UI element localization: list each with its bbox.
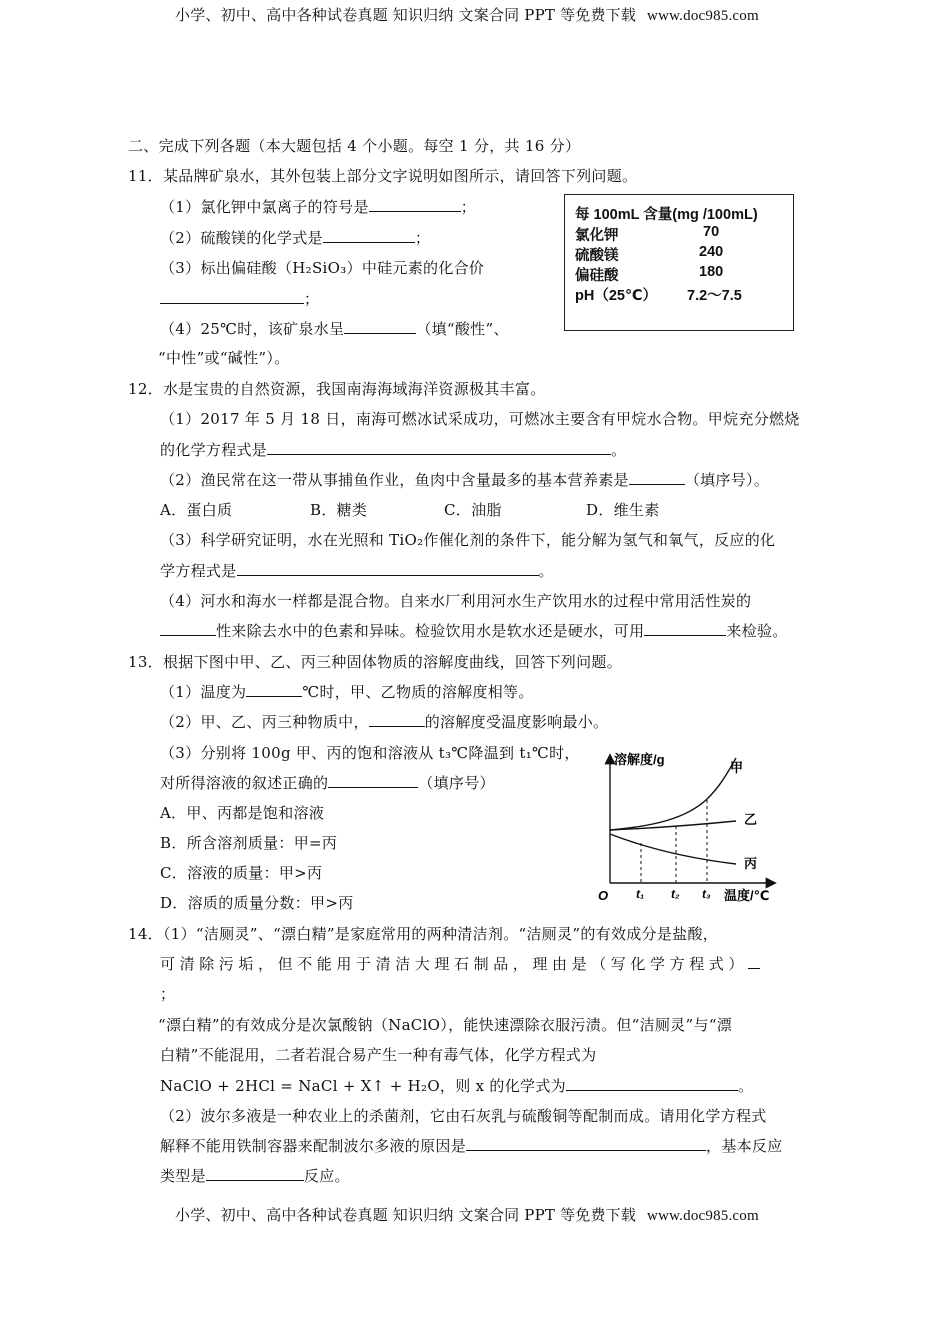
q14-p1-x-blank[interactable] <box>566 1075 738 1091</box>
q11-p3-end: ； <box>304 290 320 308</box>
q14-p2-blank2[interactable] <box>206 1165 304 1181</box>
q14-p2-mid: ，基本反应 <box>706 1137 783 1155</box>
x-tick-label: t₁ <box>636 887 645 901</box>
q12-p3-end: 。 <box>538 562 554 580</box>
label-row-value: 70 <box>703 224 720 240</box>
label-row-name: 偏硅酸 <box>575 268 619 284</box>
q13-part1 <box>160 681 534 702</box>
q13-p3-text: 对所得溶液的叙述正确的 <box>160 774 329 792</box>
q11-part1 <box>160 196 476 217</box>
q12-p2-text: （2）渔民常在这一带从事捕鱼作业，鱼肉中含量最多的基本营养素是 <box>160 471 629 489</box>
q13-part3-line2 <box>160 772 495 793</box>
q11-p1-end: ； <box>460 198 477 216</box>
q11-p1-text: （1）氯化钾中氯离子的符号是 <box>160 198 369 216</box>
q13-p1-text: （1）温度为 <box>160 683 247 701</box>
q11-p4-end: （填“酸性”、 <box>416 320 509 338</box>
label-row-value: 7.2～7.5 <box>687 288 742 304</box>
x-tick-label: t₂ <box>671 887 680 901</box>
q12-p4-mid: 性来除去水中的色素和异味。检验饮用水是软水还是硬水，可用 <box>216 622 645 640</box>
q12-option: A．蛋白质 <box>160 501 233 519</box>
q12-part2 <box>160 469 769 490</box>
q14-p1-blank[interactable] <box>748 953 760 969</box>
label-row-name: 硫酸镁 <box>575 248 619 264</box>
q11-p4-text: （4）25℃时，该矿泉水呈 <box>160 320 345 338</box>
header-text: 小学、初中、高中各种试卷真题 知识归纳 文案合同 PPT 等免费下载 <box>175 6 637 24</box>
series-label: 丙 <box>744 856 758 871</box>
footer-site: www.doc985.com <box>647 1208 759 1224</box>
q11-p2-text: （2）硫酸镁的化学式是 <box>160 229 323 247</box>
q13-option: C．溶液的质量：甲>丙 <box>160 864 323 882</box>
label-title: 每 100mL 含量(mg /100mL) <box>575 207 758 223</box>
q12-part4-line2 <box>160 620 788 641</box>
q11-p2-blank[interactable] <box>323 227 415 243</box>
q13-p2-end: 的溶解度受温度影响最小。 <box>424 713 609 731</box>
series-label: 甲 <box>730 760 744 775</box>
q12-p2-end: （填序号）。 <box>684 471 770 489</box>
q14-p1-end: 。 <box>737 1077 754 1095</box>
section-title: 二、完成下列各题（本大题包括 4 个小题。每空 1 分，共 16 分） <box>128 137 581 155</box>
q13-option: B．所含溶剂质量：甲=丙 <box>160 834 338 852</box>
q14-part1-line4: “漂白精”的有效成分是次氯酸钠（NaClO），能快速漂除衣服污渍。但“洁厕灵”与“漂 <box>158 1016 733 1034</box>
q14-p2-type-text: 类型是 <box>160 1167 206 1185</box>
q13-p1-blank[interactable] <box>246 681 302 697</box>
q12-option: B．糖类 <box>310 501 368 519</box>
q14-p1-text: 可清除污垢，但不能用于清洁大理石制品，理由是（写化学方程式） <box>160 955 749 973</box>
q14-part2-line3 <box>160 1165 350 1186</box>
q12-p1-end: 。 <box>611 441 627 459</box>
q11-p1-blank[interactable] <box>369 196 461 212</box>
solubility-chart <box>596 748 796 908</box>
q13-part2 <box>160 711 608 732</box>
q13-p1-end: ℃时，甲、乙物质的溶解度相等。 <box>302 683 534 701</box>
q13-option: D．溶质的质量分数：甲>丙 <box>160 894 354 912</box>
x-tick-label: t₃ <box>702 887 711 901</box>
q14-p1-formula: NaClO + 2HCl = NaCl + X↑ + H₂O，则 x 的化学式为 <box>160 1077 566 1095</box>
q14-p2-end: 反应。 <box>303 1167 350 1185</box>
q13-p2-blank[interactable] <box>369 711 425 727</box>
q11-p3-blank[interactable] <box>160 288 304 304</box>
q12-part3: （3）科学研究证明，水在光照和 TiO₂作催化剂的条件下，能分解为氢气和氧气，反应的化 <box>160 531 776 549</box>
q13-p3-end: （填序号） <box>418 774 495 792</box>
q12-part1: （1）2017 年 5 月 18 日，南海可燃冰试采成功，可燃冰主要含有甲烷水合物。甲烷充分燃烧 <box>160 410 800 428</box>
q12-p1-blank[interactable] <box>267 439 611 455</box>
page-footer <box>175 1204 759 1225</box>
q12-p4-end: 来检验。 <box>726 622 788 640</box>
q14-part1-line5: 白精”不能混用，二者若混合易产生一种有毒气体，化学方程式为 <box>160 1046 597 1064</box>
q13-p3-blank[interactable] <box>328 772 418 788</box>
q13-stem: 13．根据下图中甲、乙、丙三种固体物质的溶解度曲线，回答下列问题。 <box>128 653 622 671</box>
q13-option: A．甲、丙都是饱和溶液 <box>160 804 325 822</box>
q14-part1-line6 <box>160 1075 753 1096</box>
q14-part2-line2 <box>160 1135 783 1156</box>
q11-part4 <box>160 318 509 339</box>
q11-part3-line2 <box>160 288 319 309</box>
q14-part1-line2 <box>160 953 760 974</box>
x-axis-label: 温度/℃ <box>724 888 770 903</box>
origin-label: O <box>598 888 609 903</box>
q14-part2: （2）波尔多液是一种农业上的杀菌剂，它由石灰乳与硫酸铜等配制而成。请用化学方程式 <box>160 1107 767 1125</box>
q12-p4-blank2[interactable] <box>644 620 726 636</box>
label-row-value: 180 <box>699 264 724 280</box>
q11-stem: 11．某品牌矿泉水，其外包装上部分文字说明如图所示，请回答下列问题。 <box>128 167 638 185</box>
q12-part3-line2 <box>160 560 554 581</box>
q13-part3: （3）分别将 100g 甲、丙的饱和溶液从 t₃℃降温到 t₁℃时， <box>160 744 580 762</box>
page-header <box>175 4 759 25</box>
q12-p3-blank[interactable] <box>237 560 539 576</box>
q12-option: C．油脂 <box>444 501 502 519</box>
q11-p2-end: ； <box>414 229 431 247</box>
q12-option: D．维生素 <box>586 501 660 519</box>
q12-part1-line2 <box>160 439 626 460</box>
water-label-box <box>564 194 794 331</box>
q12-stem: 12．水是宝贵的自然资源，我国南海海域海洋资源极其丰富。 <box>128 380 546 398</box>
q14-part1-line3: ； <box>160 985 176 1003</box>
q11-part3: （3）标出偏硅酸（H₂SiO₃）中硅元素的化合价 <box>160 259 485 277</box>
q11-part4-line2: “中性”或“碱性”）。 <box>158 349 290 367</box>
series-yi-curve <box>610 821 736 830</box>
q12-p1-text: 的化学方程式是 <box>160 441 268 459</box>
q12-p4-blank1[interactable] <box>160 620 216 636</box>
series-label: 乙 <box>744 812 758 827</box>
q14-p2-text: 解释不能用铁制容器来配制波尔多液的原因是 <box>160 1137 467 1155</box>
q12-part4: （4）河水和海水一样都是混合物。自来水厂利用河水生产饮用水的过程中常用活性炭的 <box>160 592 752 610</box>
q11-p4-blank[interactable] <box>344 318 416 334</box>
series-bing-curve <box>610 834 736 864</box>
label-row-name: pH（25℃） <box>575 288 658 304</box>
q12-p3-text: 学方程式是 <box>160 562 237 580</box>
series-jia-curve <box>610 758 736 830</box>
label-row-name: 氯化钾 <box>575 228 619 244</box>
footer-text: 小学、初中、高中各种试卷真题 知识归纳 文案合同 PPT 等免费下载 <box>175 1206 637 1224</box>
q13-p2-text: （2）甲、乙、丙三种物质中， <box>160 713 369 731</box>
q11-part2 <box>160 227 430 248</box>
y-axis-label: 溶解度/g <box>614 752 665 767</box>
q14-p2-blank1[interactable] <box>466 1135 706 1151</box>
header-site: www.doc985.com <box>647 8 759 24</box>
label-row-value: 240 <box>699 244 724 260</box>
q12-p2-blank[interactable] <box>629 469 685 485</box>
q14-part1: 14．（1）“洁厕灵”、“漂白精”是家庭常用的两种清洁剂。“洁厕灵”的有效成分是盐酸， <box>128 925 719 943</box>
